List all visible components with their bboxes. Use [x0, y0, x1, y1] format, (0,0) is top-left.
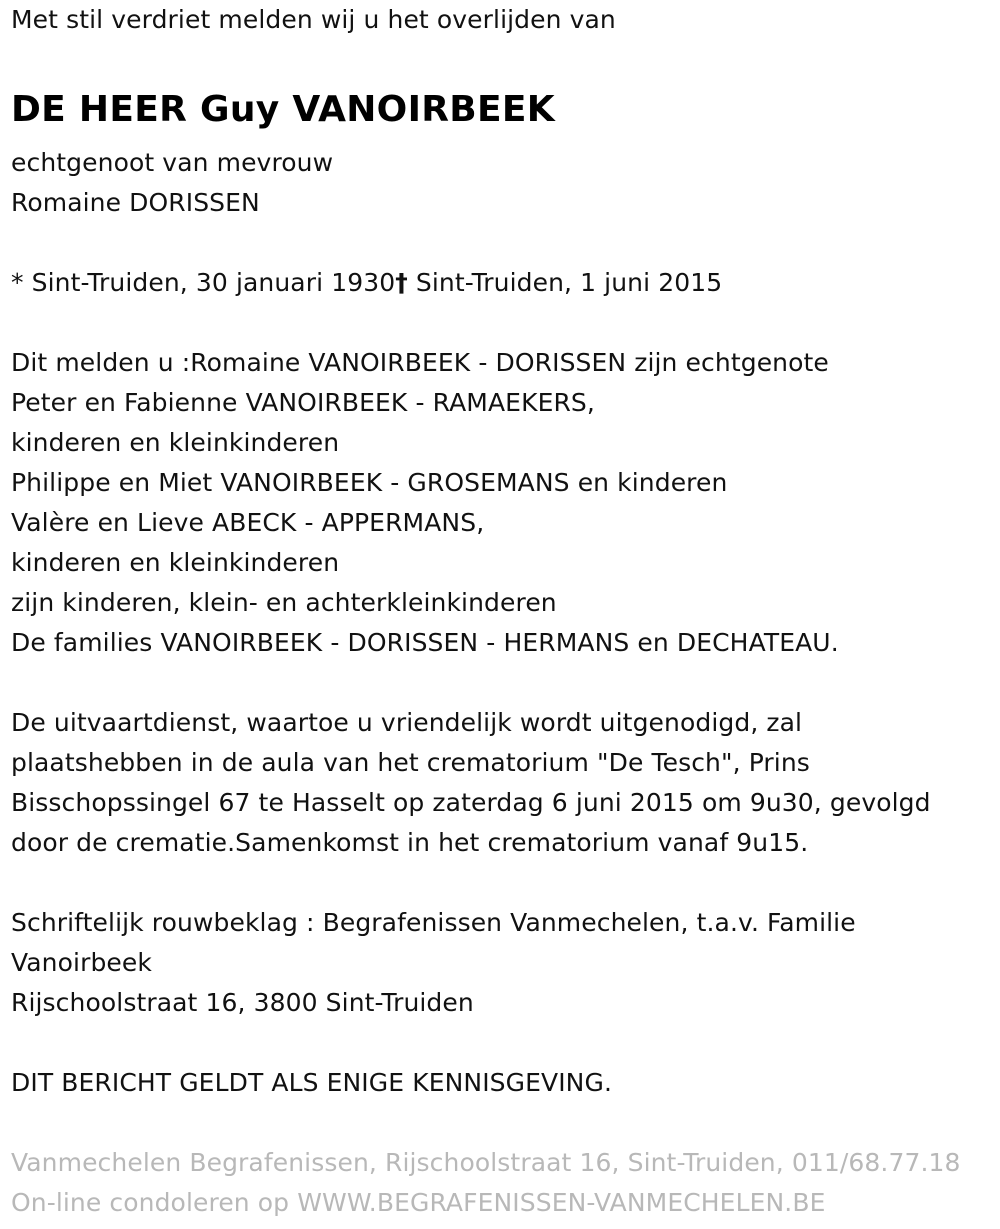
birth-date: * Sint-Truiden, 30 januari 1930 — [11, 268, 396, 297]
condolence-address — [11, 903, 991, 1023]
condolence-line: Schriftelijk rouwbeklag : Begrafenissen Vanmechelen, t.a.v. Familie — [11, 908, 856, 937]
service-details — [11, 703, 991, 863]
condolence-line: Rijschoolstraat 16, 3800 Sint-Truiden — [11, 988, 474, 1017]
footer — [11, 1143, 991, 1223]
family-line: Peter en Fabienne VANOIRBEEK - RAMAEKERS, — [11, 388, 595, 417]
spouse-line-2: Romaine DORISSEN — [11, 188, 260, 217]
family-list — [11, 343, 991, 663]
service-line: De uitvaartdienst, waartoe u vriendelijk wordt uitgenodigd, zal — [11, 708, 803, 737]
family-line: Dit melden u :Romaine VANOIRBEEK - DORISSEN zijn echtgenote — [11, 348, 829, 377]
footer-contact: Vanmechelen Begrafenissen, Rijschoolstraat 16, Sint-Truiden, 011/68.77.18 — [11, 1148, 961, 1177]
service-line: door de crematie.Samenkomst in het crematorium vanaf 9u15. — [11, 828, 809, 857]
condolence-line: Vanoirbeek — [11, 948, 152, 977]
life-dates — [11, 263, 991, 303]
service-line: Bisschopssingel 67 te Hasselt op zaterdag 6 juni 2015 om 9u30, gevolgd — [11, 788, 931, 817]
spouse-line-1: echtgenoot van mevrouw — [11, 148, 334, 177]
death-date: Sint-Truiden, 1 juni 2015 — [407, 268, 723, 297]
family-line: De families VANOIRBEEK - DORISSEN - HERMANS en DECHATEAU. — [11, 628, 839, 657]
notice-text: DIT BERICHT GELDT ALS ENIGE KENNISGEVING. — [11, 1068, 612, 1097]
family-line: Valère en Lieve ABECK - APPERMANS, — [11, 508, 485, 537]
family-line: Philippe en Miet VANOIRBEEK - GROSEMANS en kinderen — [11, 468, 728, 497]
service-line: plaatshebben in de aula van het crematorium "De Tesch", Prins — [11, 748, 810, 777]
footer-website-link[interactable]: On-line condoleren op WWW.BEGRAFENISSEN-VANMECHELEN.BE — [11, 1188, 826, 1217]
family-line: kinderen en kleinkinderen — [11, 428, 340, 457]
dagger-icon: † — [395, 268, 408, 297]
family-line: kinderen en kleinkinderen — [11, 548, 340, 577]
family-line: zijn kinderen, klein- en achterkleinkinderen — [11, 588, 557, 617]
deceased-name: DE HEER Guy VANOIRBEEK — [11, 89, 555, 130]
obituary-notice — [11, 0, 991, 1223]
intro-text: Met stil verdriet melden wij u het overlijden van — [11, 5, 616, 34]
